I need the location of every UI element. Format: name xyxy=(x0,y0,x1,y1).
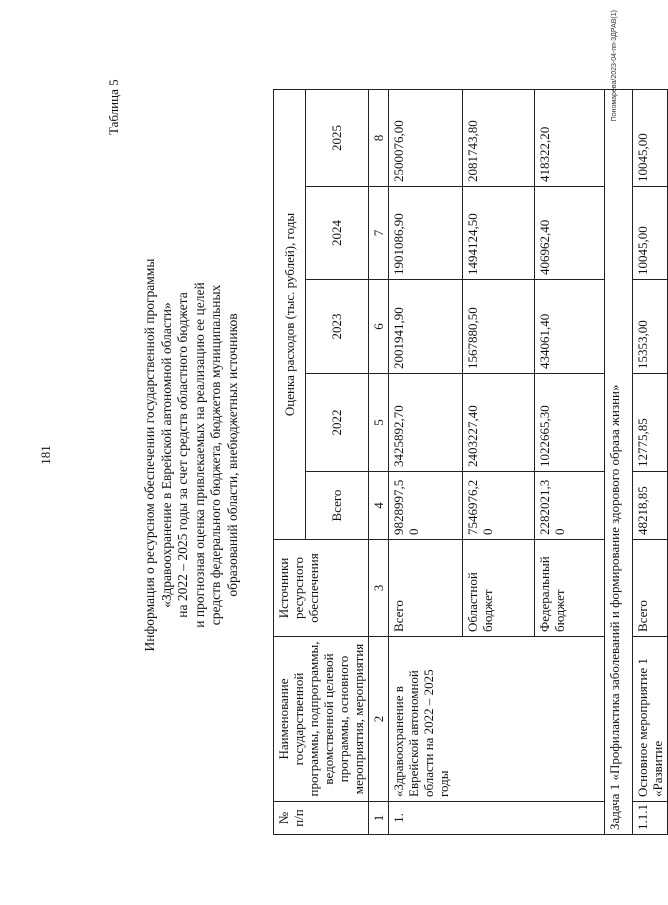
source-cell: Всего xyxy=(389,540,463,637)
value-2024: 10045,00 xyxy=(633,187,668,280)
header-total: Всего xyxy=(305,472,368,540)
document-heading xyxy=(142,165,241,745)
value-total: 48218,85 xyxy=(633,472,668,540)
table-row xyxy=(633,89,668,834)
column-number: 1 xyxy=(369,802,389,835)
column-number-row xyxy=(369,89,389,834)
table-row xyxy=(389,89,463,834)
program-num: 1. xyxy=(389,802,605,835)
header-source: Источники ресурсного обеспечения xyxy=(274,540,369,637)
source-cell: Всего xyxy=(633,540,668,637)
value-total: 7546976,20 xyxy=(463,472,535,540)
value-2024: 1494124,50 xyxy=(463,187,535,280)
measure-num: 1.1.1 xyxy=(633,802,668,835)
heading-line: на 2022 – 2025 годы за счет средств областного бюджета xyxy=(175,292,190,618)
column-number: 6 xyxy=(369,280,389,374)
heading-line: Информация о ресурсном обеспечении государственной программы xyxy=(142,258,157,652)
header-num: № п/п xyxy=(274,802,369,835)
value-2023: 2001941,90 xyxy=(389,280,463,374)
column-number: 5 xyxy=(369,374,389,472)
value-2025: 418322,20 xyxy=(535,89,605,186)
header-name: Наименование государственной программы, подпрограммы, ведомственной целевой программы, основного мероприятия, мероприятия xyxy=(274,637,369,802)
document-stamp: Пономарева/2023-04-пп-3ДРАВ(1) xyxy=(611,10,618,122)
page-number: 181 xyxy=(38,445,53,465)
value-2023: 15353,00 xyxy=(633,280,668,374)
value-2024: 1901086,90 xyxy=(389,187,463,280)
heading-line: средств федерального бюджета, бюджетов муниципальных xyxy=(208,284,223,626)
column-number: 2 xyxy=(369,637,389,802)
resource-table xyxy=(273,89,668,835)
heading-line: и прогнозная оценка привлекаемых на реализацию ее целей xyxy=(191,282,207,628)
heading-line: образований области, внебюджетных источников xyxy=(224,313,240,597)
task-title: Задача 1 «Профилактика заболеваний и формирование здорового образа жизни» xyxy=(605,89,633,834)
value-2024: 406962,40 xyxy=(535,187,605,280)
header-2024: 2024 xyxy=(305,187,368,280)
value-total: 9828997,50 xyxy=(389,472,463,540)
header-estimate: Оценка расходов (тыс. рублей), годы xyxy=(274,89,306,539)
measure-name: Основное мероприятие 1 «Развитие xyxy=(633,637,668,802)
header-2025: 2025 xyxy=(305,89,368,186)
program-name: «Здравоохранение в Еврейской автономной области на 2022 – 2025 годы xyxy=(389,637,605,802)
value-2023: 434061,40 xyxy=(535,280,605,374)
task-row xyxy=(605,89,633,834)
header-2022: 2022 xyxy=(305,374,368,472)
value-2023: 1567880,50 xyxy=(463,280,535,374)
column-number: 8 xyxy=(369,89,389,186)
value-2025: 10045,00 xyxy=(633,89,668,186)
column-number: 4 xyxy=(369,472,389,540)
table-reference: Таблица 5 xyxy=(106,79,121,135)
source-cell: Федеральный бюджет xyxy=(535,540,605,637)
heading-line: «Здравоохранение в Еврейской автономной области» xyxy=(158,302,174,608)
value-2025: 2081743,80 xyxy=(463,89,535,186)
header-row xyxy=(274,89,306,834)
value-total: 2282021,30 xyxy=(535,472,605,540)
value-2022: 2403227,40 xyxy=(463,374,535,472)
column-number: 7 xyxy=(369,187,389,280)
value-2022: 3425892,70 xyxy=(389,374,463,472)
source-cell: Областной бюджет xyxy=(463,540,535,637)
value-2022: 12775,85 xyxy=(633,374,668,472)
value-2025: 2500076,00 xyxy=(389,89,463,186)
column-number: 3 xyxy=(369,540,389,637)
header-2023: 2023 xyxy=(305,280,368,374)
value-2022: 1022665,30 xyxy=(535,374,605,472)
